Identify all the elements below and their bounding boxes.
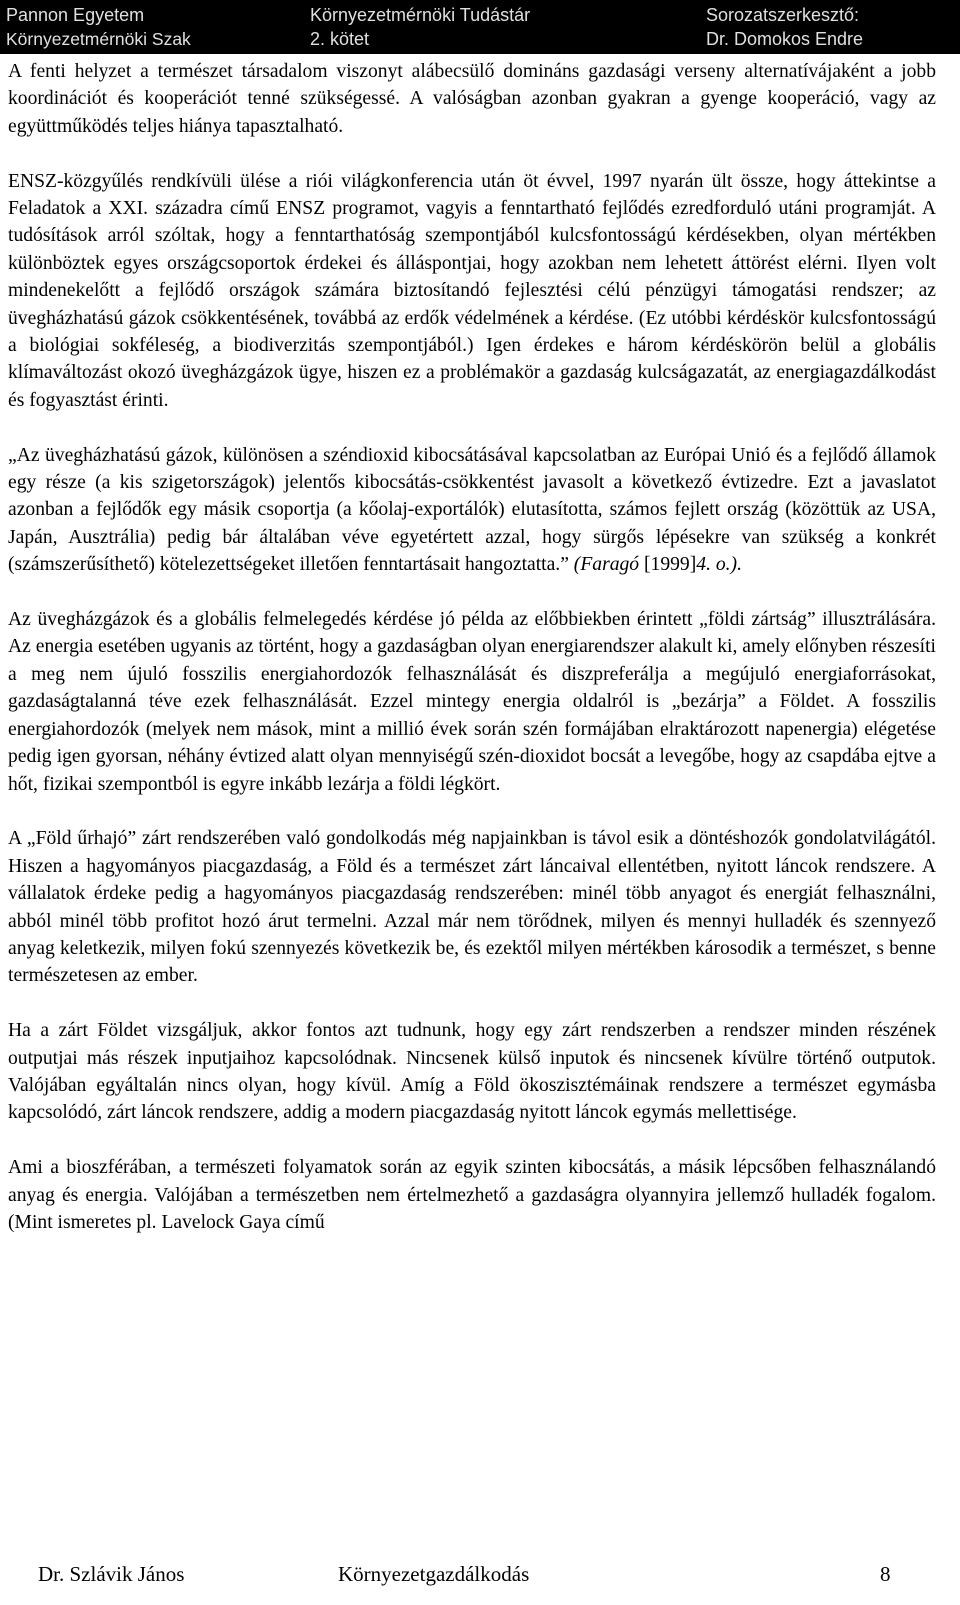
header-editor-name: Dr. Domokos Endre — [706, 29, 864, 49]
citation-page: 4. o.). — [696, 554, 742, 576]
header-series-title: Környezetmérnöki Tudástár — [310, 5, 531, 25]
header-right — [706, 3, 863, 51]
quote-text: „Az üvegházhatású gázok, különösen a széndioxid kibocsátásával kapcsolatban az Európai Unió és a fejlődő államok egy része (a kis szigetországok) jelentős kibocsátás-csökkentést javasolt a következő évtizedre. Ezt a javaslatot azonban a fejlődők egy másik csoportja (a kőolaj-exportálók) elutasította, számos fejlett ország (közöttük az USA, Japán, Ausztrália) pedig bár általában véve egyetértett azzal, hogy sürgős lépésekre van szükség a konkrét (számszerűsíthető) kötelezettségeket illetően fenntartásait hangoztatta.” — [8, 444, 936, 576]
header-university: Pannon Egyetem — [6, 5, 145, 25]
page-number: 8 — [880, 1562, 891, 1586]
paragraph-7: Ami a bioszférában, a természeti folyamatok során az egyik szinten kibocsátás, a másik lépcsőben felhasználandó anyag és energia. Valójában a természetben nem értelmezhető a gazdaságra olyannyira jellemző hulladék fogalom. (Mint ismeretes pl. Lavelock Gaya című — [8, 1157, 936, 1233]
citation-year: [1999] — [644, 554, 697, 576]
paragraph-1: A fenti helyzet a természet társadalom viszonyt alábecsülő domináns gazdasági verseny alternatívájaként a jobb koordinációt és kooperációt tenné szükségessé. A valóságban azonban gyakran a gyenge kooperáció, vagy az együttműködés teljes hiánya tapasztalható. — [8, 61, 936, 137]
citation-author: (Faragó — [573, 554, 640, 576]
footer-title: Környezetgazdálkodás — [338, 1562, 530, 1586]
paragraph-2: ENSZ-közgyűlés rendkívüli ülése a riói világkonferencia után öt évvel, 1997 nyarán ült össze, hogy áttekintse a Feladatok a XXI. századra című ENSZ programot, vagyis a fenntartható fejlődés ezredforduló utáni programját. A tudósítások arról szóltak, hogy a fenntarthatóság szempontjából kulcsfontosságú kérdésekben, olyan mértékben különböztek egyes országcsoportok érdekei és álláspontjai, hogy azokban nem lehetett áttörést elérni. Ilyen volt mindenekelőtt a fejlődő országok számára biztosítandó fejlesztési célú pénzügyi támogatási rendszer; az üvegházhatású gázok csökkentésének, továbbá az erdők védelmének a kérdése. (Ez utóbbi kérdéskör kulcsfontosságú a biológiai sokféleség, a biodiverzitás szempontjából.) Igen érdekes e három kérdéskörön belül a globális klímaváltozást okozó üvegházgázok ügye, hiszen ez a problémakör a gazdaság kulcságazatát, az energiagazdálkodást és fogyasztást érinti. — [8, 170, 936, 411]
paragraph-4: Az üvegházgázok és a globális felmelegedés kérdése jó példa az előbbiekben érintett „földi zártság” illusztrálására. Az energia esetében ugyanis az történt, hogy a gazdaságban olyan energiarendszer alakult ki, amely előnyben részesíti a meg nem újuló fosszilis energiahordozók felhasználását és diszpreferálja a megújuló energiaforrásokat, gazdaságtalanná téve ezek felhasználását. Ezzel mintegy energia oldalról is „bezárja” a Földet. A fosszilis energiahordozók (melyek nem mások, mint a millió évek során szén formájában elraktározott napenergia) elégetése pedig igen gyorsan, néhány évtized alatt olyan mennyiségű szén-dioxidot bocsát a levegőbe, hogy az csapdába ejtve a hőt, fizikai szempontból is egyre inkább lezárja a földi légkört. — [8, 609, 936, 795]
page-body — [8, 58, 936, 1236]
page-header — [0, 0, 960, 54]
paragraph-6: Ha a zárt Földet vizsgáljuk, akkor fontos azt tudnunk, hogy egy zárt rendszerben a rendszer minden részének outputjai más részek inputjaihoz kapcsolódnak. Nincsenek külső inputok és nincsenek kívülre történő outputok. Valójában egyáltalán nincs olyan, hogy kívül. Amíg a Föld ökoszisztémáinak rendszere a természet egymásba kapcsolódó, zárt láncok rendszere, addig a modern piacgazdaság nyitott láncok egymás mellettisége. — [8, 1020, 936, 1124]
page-footer — [0, 1562, 960, 1592]
header-left — [6, 3, 191, 51]
header-center — [310, 3, 530, 51]
footer-author: Dr. Szlávik János — [38, 1562, 185, 1586]
paragraph-5: A „Föld űrhajó” zárt rendszerében való gondolkodás még napjainkban is távol esik a döntéshozók gondolatvilágától. Hiszen a hagyományos piacgazdaság, a Föld és a természet zárt láncaival ellentétben, nyitott láncok rendszere. A vállalatok érdeke pedig a hagyományos piacgazdaság rendszerében: minél több anyagot és energiát felhasználni, abból minél több profitot hozó árut termelni. Azzal már nem törődnek, milyen és mennyi hulladék és szennyező anyag keletkezik, milyen fokú szennyezés következik be, és ezektől milyen mértékben károsodik a természet, s benne természetesen az ember. — [8, 828, 936, 987]
header-editor-label: Sorozatszerkesztő: — [706, 5, 860, 25]
paragraph-quote — [8, 442, 936, 579]
header-department: Környezetmérnöki Szak — [6, 29, 191, 49]
header-volume: 2. kötet — [310, 29, 370, 49]
